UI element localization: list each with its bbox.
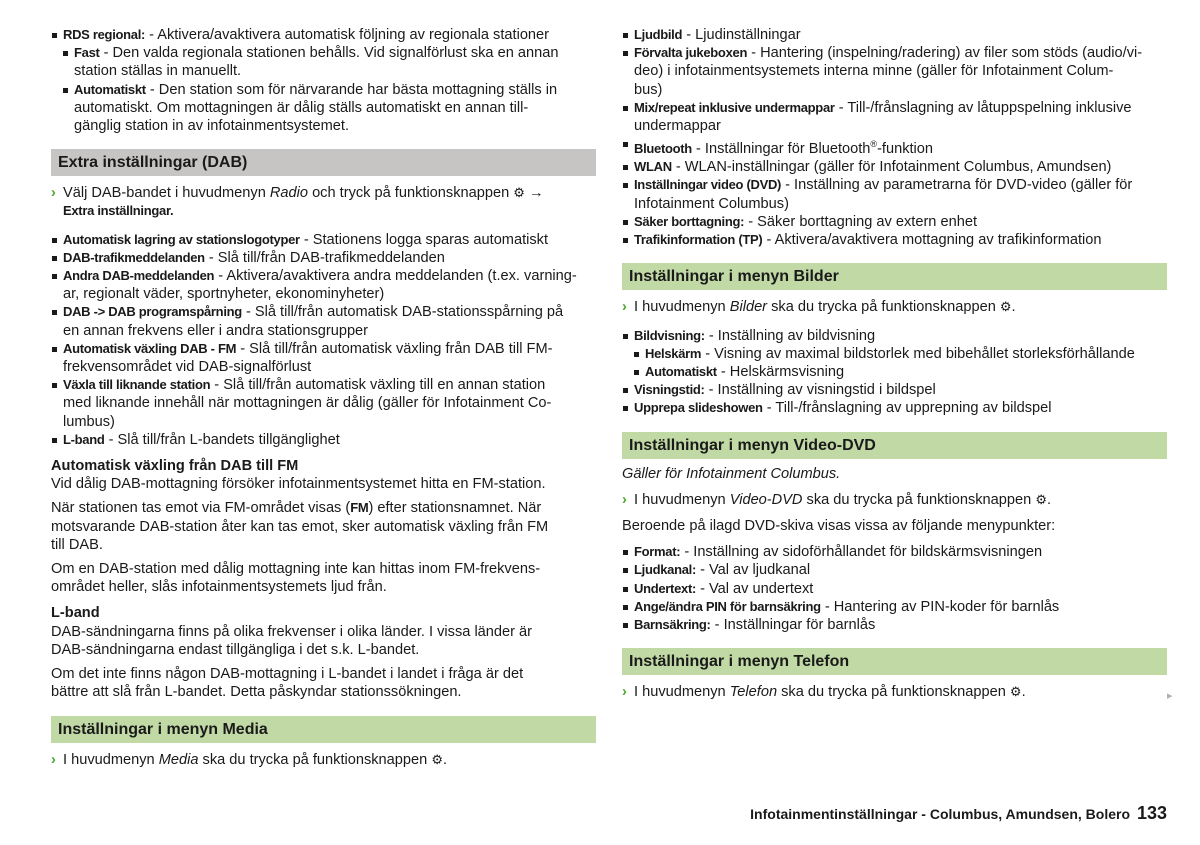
- list-item: Automatiskt - Helskärmsvisning: [633, 363, 1167, 381]
- list-item-cont: en annan frekvens eller i andra stationsgrupper: [63, 322, 369, 339]
- gear-icon: ⚙: [431, 751, 443, 767]
- page-number: 133: [1137, 803, 1168, 823]
- list-item: Undertext: - Val av undertext: [622, 580, 1167, 598]
- continue-arrow-icon: ▸: [1167, 690, 1173, 702]
- paragraph: Om en DAB-station med dålig mottagning inte kan hittas inom FM-frekvens-: [51, 561, 541, 578]
- left-column: [51, 26, 596, 769]
- list-item-automatiskt-cont: automatiskt. Om mottagningen är dålig ställs automatiskt en annan till-: [74, 99, 529, 116]
- right-column: [622, 26, 1167, 701]
- list-item: DAB -> DAB programspårning - Slå till/från automatisk DAB-stationsspårning på: [51, 303, 596, 321]
- list-item-cont: med liknande innehåll när mottagningen är dålig (gäller för Infotainment Co-: [63, 395, 552, 412]
- section-header-bilder: Inställningar i menyn Bilder: [622, 263, 1167, 290]
- section-header-telefon: Inställningar i menyn Telefon: [622, 648, 1167, 675]
- list-item-automatiskt: Automatiskt - Den station som för närvarande har bästa mottagning ställs in: [62, 81, 596, 99]
- list-item: Automatisk växling DAB - FM - Slå till/från automatisk växling från DAB till FM-: [51, 340, 596, 358]
- instruction-step-dab-cont: Extra inställningar.: [63, 203, 174, 219]
- section-header-video-dvd: Inställningar i menyn Video-DVD: [622, 432, 1167, 459]
- list-item: Format: - Inställning av sidoförhållandet för bildskärmsvisningen: [622, 543, 1167, 561]
- gear-icon: ⚙: [999, 299, 1012, 315]
- subheading-fm: Automatisk växling från DAB till FM: [51, 458, 299, 475]
- list-item: L-band - Slå till/från L-bandets tillgänglighet: [51, 431, 596, 449]
- list-item-cont: bus): [634, 81, 663, 98]
- paragraph-cont: till DAB.: [51, 536, 103, 553]
- section-header-media: Inställningar i menyn Media: [51, 716, 596, 743]
- list-item: Bluetooth - Inställningar för Bluetooth®-funktion: [622, 135, 1167, 158]
- list-item: Helskärm - Visning av maximal bildstorlek med bibehållet storleksförhållande: [633, 345, 1167, 363]
- list-item: Andra DAB-meddelanden - Aktivera/avaktivera andra meddelanden (t.ex. varning-: [51, 267, 596, 285]
- list-item: Säker borttagning: - Säker borttagning av extern enhet: [622, 213, 1167, 231]
- list-item-cont: lumbus): [63, 413, 115, 430]
- section-header-dab: Extra inställningar (DAB): [51, 149, 596, 176]
- list-item: Ljudbild - Ljudinställningar: [622, 26, 1167, 44]
- list-item: DAB-trafikmeddelanden - Slå till/från DAB-trafikmeddelanden: [51, 249, 596, 267]
- list-item: Mix/repeat inklusive undermappar - Till-/frånslagning av låtuppspelning inklusive: [622, 99, 1167, 117]
- note: Gäller för Infotainment Columbus.: [622, 465, 841, 482]
- list-item: Barnsäkring: - Inställningar för barnlås: [622, 616, 1167, 634]
- paragraph-cont: området heller, slås infotainmentsystemets ljud från.: [51, 579, 387, 596]
- list-item-automatiskt-cont: gänglig station in av infotainmentsystemet.: [74, 118, 350, 135]
- list-item: WLAN - WLAN-inställningar (gäller för Infotainment Columbus, Amundsen): [622, 158, 1167, 176]
- step-arrow-icon: ›: [622, 684, 627, 701]
- list-item-cont: deo) i infotainmentsystemets interna minne (gäller för Infotainment Colum-: [634, 63, 1114, 80]
- list-item: Ljudkanal: - Val av ljudkanal: [622, 561, 1167, 579]
- list-item-fast-cont: station ställas in manuellt.: [74, 63, 242, 80]
- paragraph: När stationen tas emot via FM-området visas (FM) efter stationsnamnet. När: [51, 500, 542, 517]
- list-item: Trafikinformation (TP) - Aktivera/avaktivera mottagning av trafikinformation: [622, 231, 1167, 249]
- list-item-fast: Fast - Den valda regionala stationen behålls. Vid signalförlust ska en annan: [62, 44, 596, 62]
- list-item: Ange/ändra PIN för barnsäkring - Hantering av PIN-koder för barnlås: [622, 598, 1167, 616]
- instruction-step-telefon: › I huvudmenyn Telefon ska du trycka på funktionsknappen ⚙.: [622, 684, 1026, 701]
- list-item: Växla till liknande station - Slå till/från automatisk växling till en annan station: [51, 376, 596, 394]
- list-item-rds-regional: RDS regional: - Aktivera/avaktivera automatisk följning av regionala stationer: [51, 26, 596, 44]
- list-item: Automatisk lagring av stationslogotyper - Stationens logga sparas automatiskt: [51, 231, 596, 249]
- list-item-cont: undermappar: [634, 118, 721, 135]
- list-item: Visningstid: - Inställning av visningstid i bildspel: [622, 381, 1167, 399]
- step-arrow-icon: ›: [622, 491, 627, 508]
- list-item: Bildvisning: - Inställning av bildvisning: [622, 327, 1167, 345]
- list-item-cont: Infotainment Columbus): [634, 195, 789, 212]
- list-item: Inställningar video (DVD) - Inställning av parametrarna för DVD-video (gäller för: [622, 176, 1167, 194]
- list-item: Förvalta jukeboxen - Hantering (inspelning/radering) av filer som stöds (audio/vi-: [622, 44, 1167, 62]
- paragraph-cont: motsvarande DAB-station åter kan tas emot, sker automatisk växling från FM: [51, 518, 549, 535]
- list-item-cont: ar, regionalt väder, sportnyheter, ekonominyheter): [63, 286, 385, 303]
- step-arrow-icon: ›: [622, 299, 627, 316]
- paragraph: Vid dålig DAB-mottagning försöker infotainmentsystemet hitta en FM-station.: [51, 476, 546, 493]
- list-item-cont: frekvensområdet vid DAB-signalförlust: [63, 359, 312, 376]
- gear-icon: ⚙: [1009, 684, 1022, 700]
- paragraph-cont: bättre att slå från L-bandet. Detta påskyndar stationssökningen.: [51, 684, 462, 701]
- page-footer-title: Infotainmentinställningar - Columbus, Amundsen, Bolero: [750, 806, 1130, 822]
- gear-icon: ⚙: [1035, 491, 1047, 507]
- instruction-step-dab: › Välj DAB-bandet i huvudmenyn Radio och tryck på funktionsknappen ⚙ →: [51, 185, 544, 202]
- paragraph: Om det inte finns någon DAB-mottagning i L-bandet i landet i fråga är det: [51, 666, 524, 683]
- step-arrow-icon: ›: [51, 185, 56, 202]
- instruction-step-media: › I huvudmenyn Media ska du trycka på funktionsknappen ⚙.: [51, 751, 448, 768]
- instruction-step-video: › I huvudmenyn Video-DVD ska du trycka på funktionsknappen ⚙.: [622, 491, 1052, 508]
- fm-badge: FM: [350, 500, 369, 516]
- paragraph: DAB-sändningarna finns på olika frekvenser i olika länder. I vissa länder är: [51, 623, 533, 640]
- paragraph: Beroende på ilagd DVD-skiva visas vissa av följande menypunkter:: [622, 517, 1056, 534]
- paragraph-cont: DAB-sändningarna endast tillgängliga i det s.k. L-bandet.: [51, 641, 420, 658]
- step-arrow-icon: ›: [51, 751, 56, 768]
- instruction-step-bilder: › I huvudmenyn Bilder ska du trycka på funktionsknappen ⚙.: [622, 299, 1016, 316]
- list-item: Upprepa slideshowen - Till-/frånslagning av upprepning av bildspel: [622, 399, 1167, 417]
- subheading-l-band: L-band: [51, 605, 100, 622]
- gear-icon: ⚙: [513, 185, 525, 201]
